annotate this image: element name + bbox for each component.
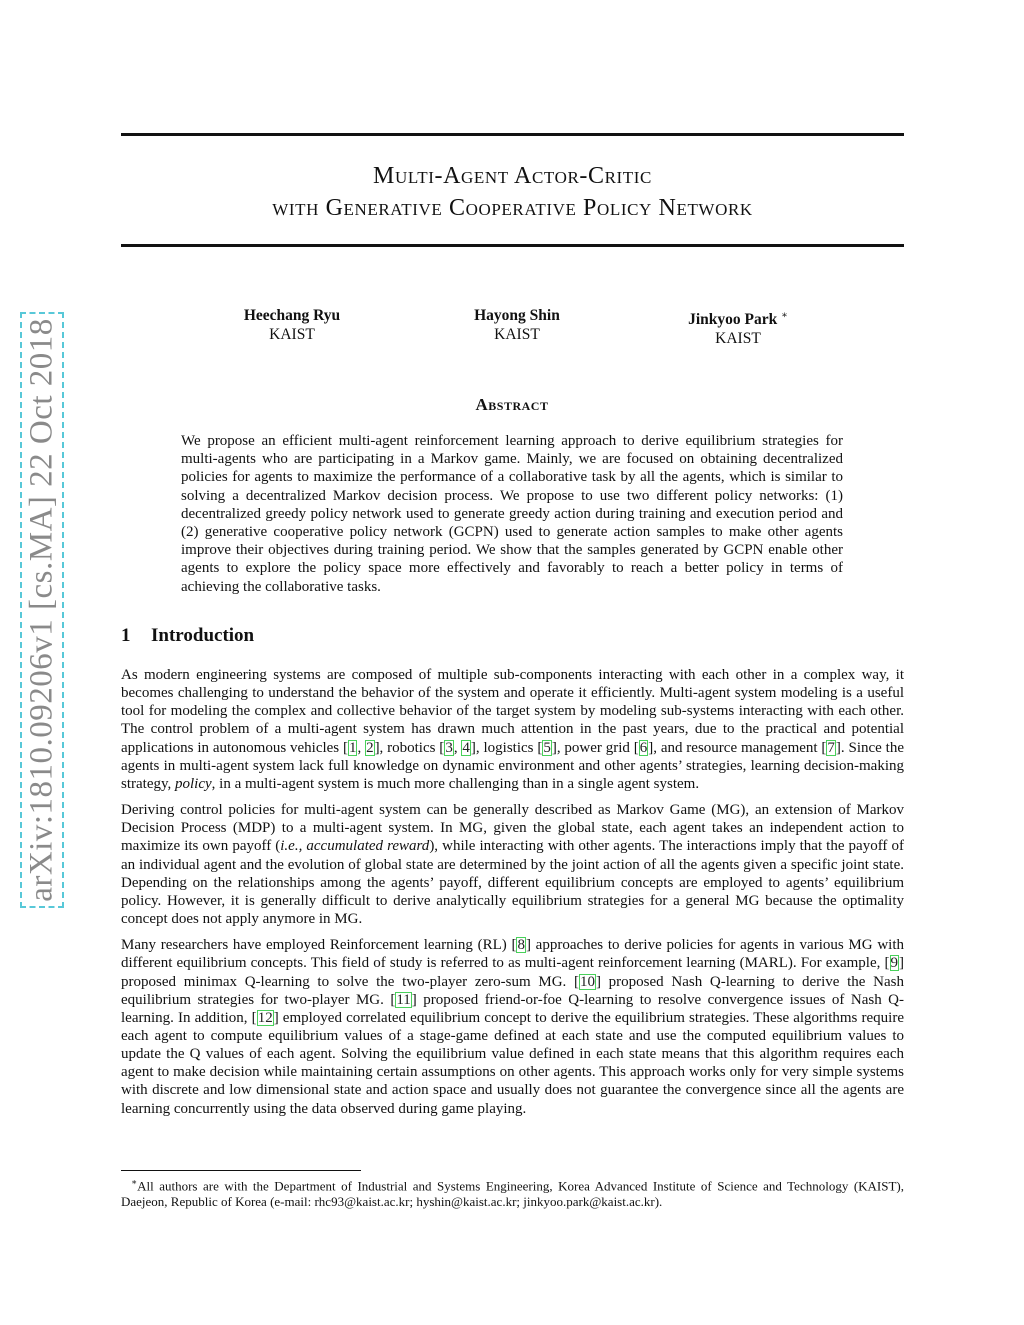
- section-heading: [121, 625, 254, 647]
- citation-link[interactable]: 7: [827, 739, 835, 756]
- section-body: [121, 666, 904, 1126]
- title-line-1: Multi-Agent Actor-Critic: [373, 163, 652, 189]
- citation-link[interactable]: 10: [579, 973, 595, 990]
- title-top-rule: [121, 133, 904, 136]
- citation-link[interactable]: 9: [890, 955, 898, 972]
- footnote-rule: [121, 1170, 361, 1171]
- author-block: [212, 306, 372, 344]
- paragraph: Many researchers have employed Reinforcement learning (RL) [8] approaches to derive policies for agents in various MG with different equilibrium concepts. This field of study is referred to as multi-agent reinforcement learning (MARL). For example, [9] proposed minimax Q-learning to solve the two-player zero-sum MG. [10] proposed Nash Q-learning to derive the Nash equilibrium strategies for two-player MG. [11] proposed friend-or-foe Q-learning to resolve convergence issues of Nash Q-learning. In addition, [12] employed correlated equilibrium concept to derive the equilibrium strategies. These algorithms require each agent to compute equilibrium values of a stage-game defined at each state and use the computed equilibrium values to update the Q values of each agent. Solving the equilibrium value defined in each state means that this algorithm requires each agent to make decision while maintaining certain assumptions on other agents. This approach works only for very simple systems with discrete and low dimensional state and action space and usually does not guarantee the convergence since all the agents are learning concurrently using the data observed during game playing.: [121, 937, 904, 1117]
- citation-link[interactable]: 8: [517, 937, 525, 954]
- paragraph: Deriving control policies for multi-agent system can be generally described as Markov Game (MG), an extension of Markov Decision Process (MDP) to a multi-agent system. In MG, given the global state, each agent takes an independent action to maximize its own payoff (i.e., accumulated reward), while interacting with other agents. The interactions imply that the payoff of an individual agent and the evolution of global state are determined by the joint action of all the agents given a specific joint state. Depending on the relationships among the agents’ payoff, different equilibrium concepts are employed to agents’ equilibrium policy. However, it is generally difficult to derive analytically equilibrium strategies for a general MG because the optimality concept does not apply anymore in MG.: [121, 802, 904, 928]
- section-number: 1: [121, 625, 131, 646]
- footnote: [121, 1174, 904, 1210]
- author-name: Heechang Ryu: [243, 307, 341, 324]
- citation-link[interactable]: 5: [543, 739, 551, 756]
- author-name: Jinkyoo Park: [688, 311, 778, 329]
- citation-link[interactable]: 1: [348, 739, 357, 756]
- paper-title: [121, 160, 904, 224]
- author-affiliation: KAIST: [269, 326, 315, 343]
- author-name: Hayong Shin: [474, 307, 560, 324]
- footnote-mark: ∗: [131, 1177, 138, 1187]
- citation-link[interactable]: 11: [396, 991, 411, 1008]
- citation-link[interactable]: 3: [445, 739, 453, 756]
- title-bottom-rule: [121, 244, 904, 247]
- author-block: [437, 306, 597, 344]
- section-title: Introduction: [151, 625, 255, 646]
- abstract-heading: Abstract: [475, 395, 549, 414]
- citation-link[interactable]: 6: [639, 739, 648, 756]
- author-affiliation: KAIST: [715, 330, 761, 348]
- author-block: [658, 306, 818, 348]
- arxiv-identifier: arXiv:1810.09206v1 [cs.MA] 22 Oct 2018: [23, 318, 60, 902]
- title-line-2: with Generative Cooperative Policy Network: [272, 195, 753, 221]
- footnote-text: All authors are with the Department of Industrial and Systems Engineering, Korea Advanced Institute of Science and Technology (KAIST), Daejeon, Republic of Korea (e-mail: rhc93@kaist.ac.kr; hyshin@kaist.ac.kr; jinkyoo.park@kaist.ac.kr).: [121, 1178, 904, 1210]
- author-affiliation: KAIST: [494, 326, 540, 343]
- abstract-text: We propose an efficient multi-agent reinforcement learning approach to derive equilibrium strategies for multi-agents who are participating in a Markov game. Mainly, we are focused on obtaining decentralized policies for agents to maximize the performance of a collaborative task by all the agents, which is similar to solving a decentralized Markov decision process. We propose to use two different policy networks: (1) decentralized greedy policy network used to generate greedy action during training and execution period and (2) generative cooperative policy network (GCPN) used to generate action samples to make other agents improve their objectives during training period. We show that the samples generated by GCPN enable other agents to explore the policy space more effectively and favorably to reach a better policy in terms of achieving the collaborative tasks.: [181, 433, 843, 595]
- paragraph: As modern engineering systems are composed of multiple sub-components interacting with each other in a complex way, it becomes challenging to understand the behavior of the system and operate it efficiently. Multi-agent system modeling is a useful tool for modeling the complex and collective behavior of the target system by modeling sub-systems interacting with each other. The control problem of a multi-agent system has drawn much attention in the past years, due to the practical and potential applications in autonomous vehicles [1, 2], robotics [3, 4], logistics [5], power grid [6], and resource management [7]. Since the agents in multi-agent system lack full knowledge on dynamic environment and other agents’ strategies, learning decision-making strategy, policy, in a multi-agent system is much more challenging than in a single agent system.: [121, 667, 904, 792]
- footnote-marker: ∗: [781, 310, 788, 321]
- citation-link[interactable]: 4: [462, 739, 470, 756]
- author-list: [0, 306, 1024, 346]
- citation-link[interactable]: 12: [257, 1009, 273, 1026]
- citation-link[interactable]: 2: [366, 739, 374, 756]
